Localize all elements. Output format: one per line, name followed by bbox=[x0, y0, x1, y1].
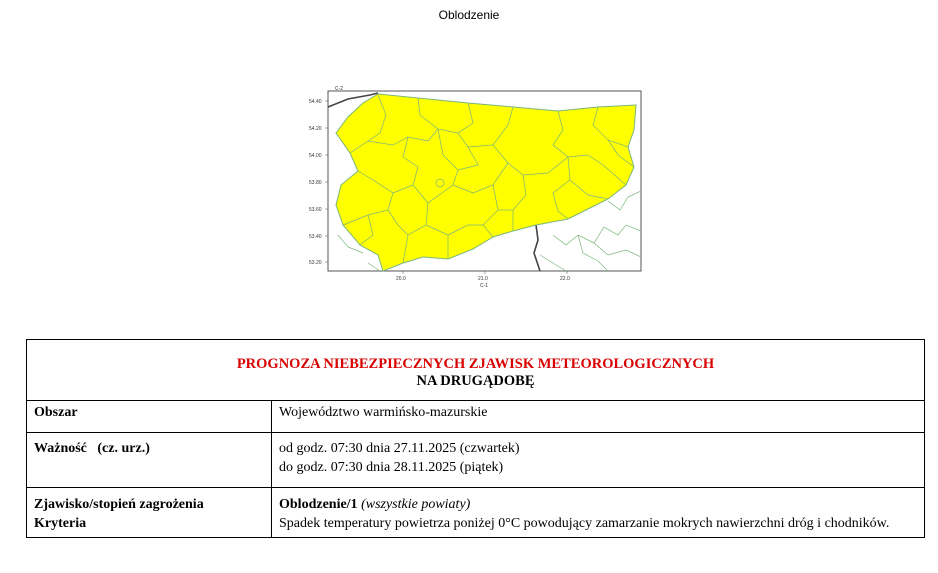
lat-tick: 53.20 bbox=[309, 260, 322, 266]
longitude-labels bbox=[308, 276, 642, 290]
validity-label bbox=[27, 433, 272, 488]
corner-label-bottom: C-1 bbox=[480, 283, 489, 289]
lat-tick: 53.60 bbox=[309, 207, 322, 213]
lat-tick: 54.20 bbox=[309, 126, 322, 132]
area-value: Województwo warmińsko-mazurskie bbox=[272, 401, 925, 433]
phenomenon-label-cell bbox=[27, 488, 272, 538]
latitude-ticks bbox=[309, 99, 328, 266]
lat-tick: 53.80 bbox=[309, 180, 322, 186]
phenomenon-name: Oblodzenie/1 bbox=[279, 497, 358, 512]
validity-from: od godz. 07:30 dnia 27.11.2025 (czwartek) bbox=[279, 441, 520, 456]
area-label: Obszar bbox=[27, 401, 272, 433]
warning-table bbox=[26, 339, 925, 538]
lat-tick: 53.40 bbox=[309, 234, 322, 240]
criteria-text: Spadek temperatury powietrza poniżej 0°C powodujący zamarzanie mokrych nawierzchni dróg i chodników. bbox=[279, 516, 890, 531]
lon-tick: 20.0 bbox=[396, 276, 406, 282]
header-subtitle: NA DRUGĄDOBĘ bbox=[416, 373, 535, 389]
corner-label-top: C-2 bbox=[335, 86, 344, 92]
phenomenon-label: Zjawisko/stopień zagrożenia bbox=[34, 497, 204, 512]
lat-tick: 54.40 bbox=[309, 99, 322, 105]
criteria-label: Kryteria bbox=[34, 516, 87, 531]
validity-label-text: Ważność (cz. urz.) bbox=[34, 441, 150, 456]
warning-map bbox=[308, 85, 642, 274]
map-title: Oblodzenie bbox=[438, 8, 500, 22]
validity-to: do godz. 07:30 dnia 28.11.2025 (piątek) bbox=[279, 460, 504, 475]
header-title: PROGNOZA NIEBEZPIECZNYCH ZJAWISK METEOROLOGICZNYCH bbox=[236, 356, 715, 372]
validity-value bbox=[272, 433, 925, 488]
phenomenon-value bbox=[272, 488, 925, 538]
warning-header bbox=[27, 340, 925, 401]
lon-tick: 22.0 bbox=[560, 276, 570, 282]
phenomenon-scope: (wszystkie powiaty) bbox=[361, 497, 471, 512]
lon-tick: 21.0 bbox=[478, 276, 488, 282]
lat-tick: 54.00 bbox=[309, 153, 322, 159]
